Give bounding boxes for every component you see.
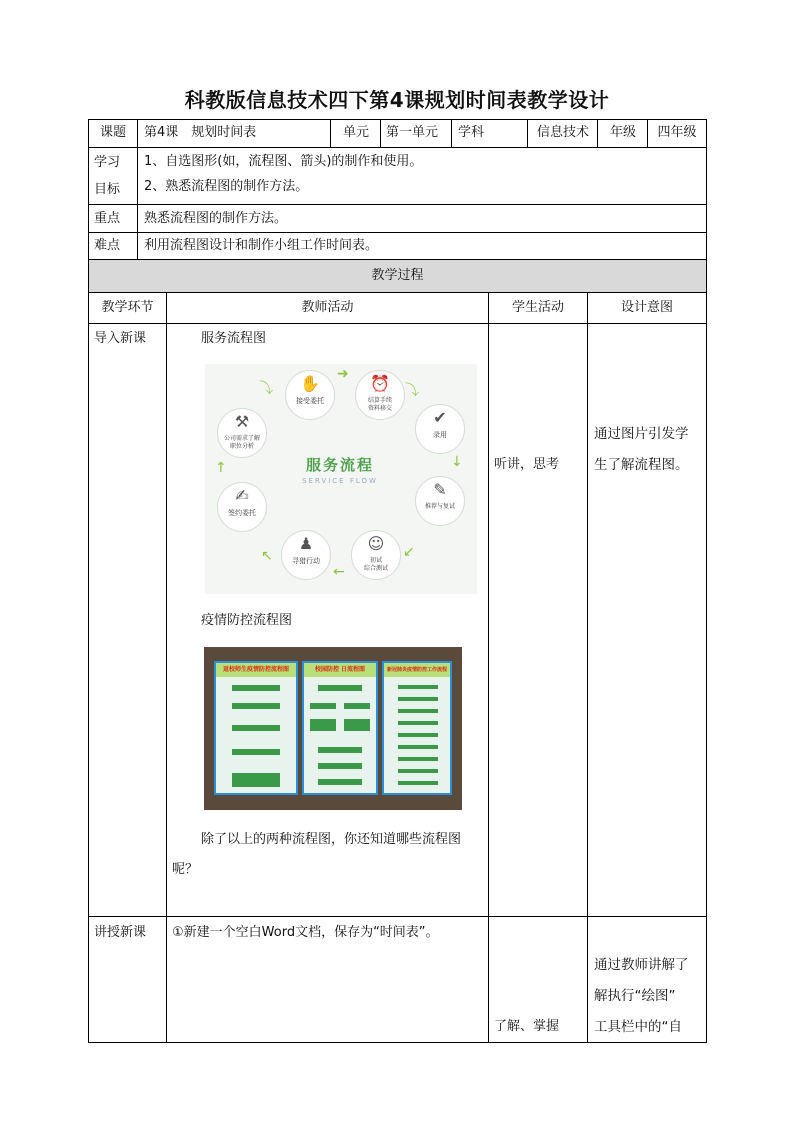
flow-node: ♟ 寻猎行动	[281, 530, 331, 580]
handshake-icon: ✋	[300, 374, 320, 393]
row-divider	[88, 916, 707, 917]
service-flow-image	[205, 364, 477, 594]
label-course: 课题	[99, 125, 126, 140]
col-divider	[166, 292, 167, 1043]
board-panel: 新冠肺炎疫情防控工作流程	[382, 661, 452, 795]
person-icon: ☺	[367, 534, 385, 553]
label-subject: 学科	[458, 125, 485, 140]
runner-icon: ♟	[298, 534, 314, 553]
column-header: 学生活动	[511, 300, 564, 315]
row-divider	[88, 292, 707, 293]
flow-node: ✔ 录用	[415, 404, 465, 454]
flow-node: ✎ 推荐与复试	[415, 476, 465, 526]
table-border-right	[706, 119, 707, 1043]
caption-epidemic-flow: 疫情防控流程图	[201, 613, 293, 628]
arrow-icon: ←	[333, 564, 345, 580]
flow-node: ✋ 接受委托	[285, 370, 335, 420]
label-goals-2: 目标	[94, 182, 121, 197]
document-title: 科教版信息技术四下第4课规划时间表教学设计	[184, 88, 610, 112]
intent-intro-line: 生了解流程图。	[594, 457, 689, 473]
arrow-icon: ⤵	[259, 381, 273, 397]
arrow-icon: ↑	[215, 460, 227, 476]
goal-item: 2、熟悉流程图的制作方法。	[144, 179, 309, 194]
label-unit: 单元	[342, 125, 369, 140]
service-flow-subtitle: SERVICE FLOW	[302, 477, 378, 485]
row-divider	[88, 147, 707, 148]
col-divider	[587, 292, 588, 1043]
label-difficulty: 难点	[94, 238, 121, 253]
document-icon: ✎	[433, 480, 447, 499]
clock-icon: ⏰	[370, 374, 390, 393]
row-divider	[88, 232, 707, 233]
grade-value: 四年级	[657, 125, 697, 140]
student-activity-lecture: 了解、掌握	[494, 1019, 560, 1034]
sign-icon: ✍	[235, 486, 249, 505]
table-border-top	[88, 119, 707, 120]
row-divider	[88, 204, 707, 205]
label-key-point: 重点	[94, 211, 121, 226]
caption-service-flow: 服务流程图	[201, 331, 267, 346]
flow-node: ⚒ 公司需求了解 职位分析	[217, 408, 267, 458]
key-point-text: 熟悉流程图的制作方法。	[144, 211, 288, 226]
arrow-icon: ↙	[403, 544, 415, 560]
stage-intro: 导入新课	[94, 331, 147, 346]
column-header: 教学环节	[101, 300, 154, 315]
flow-node: ⏰ 结算手续 资料移交	[355, 370, 405, 420]
arrow-icon: ➜	[337, 366, 349, 382]
process-header: 教学过程	[371, 268, 424, 283]
col-divider	[488, 292, 489, 1043]
column-header: 设计意图	[620, 300, 673, 315]
tools-icon: ⚒	[234, 412, 250, 431]
column-header: 教师活动	[301, 300, 354, 315]
intent-lecture-line: 工具栏中的“自	[594, 1019, 682, 1035]
difficulty-text: 利用流程图设计和制作小组工作时间表。	[144, 238, 379, 253]
flow-node: ☺ 初试 综合测试	[351, 530, 401, 580]
intent-lecture-line: 解执行“绘图”	[594, 988, 676, 1004]
table-border-bottom	[88, 1042, 707, 1043]
intent-lecture-line: 通过教师讲解了	[594, 957, 689, 973]
intent-intro-line: 通过图片引发学	[594, 426, 689, 442]
stage-lecture: 讲授新课	[94, 925, 147, 940]
row-divider	[88, 323, 707, 324]
subject-value: 信息技术	[536, 125, 589, 140]
student-activity-intro: 听讲，思考	[494, 457, 560, 472]
epidemic-board-photo	[204, 647, 462, 810]
label-goals-1: 学习	[94, 155, 121, 170]
unit-value: 第一单元	[386, 125, 439, 140]
goal-item: 1、自选图形(如，流程图、箭头)的制作和使用。	[144, 154, 423, 169]
arrow-icon: ⤵	[405, 383, 419, 399]
intro-question-cont: 呢？	[172, 862, 199, 877]
service-flow-title: 服务流程	[305, 456, 374, 474]
arrow-icon: ↓	[451, 454, 463, 470]
board-panel: 校园防控 日流程图	[302, 661, 378, 795]
flow-node: ✍ 签约委托	[217, 482, 267, 532]
board-panel: 返校师生疫情防控流程图	[214, 661, 298, 795]
person-check-icon: ✔	[433, 408, 447, 427]
lecture-step-1: ①新建一个空白Word文档，保存为“时间表”。	[172, 925, 439, 940]
label-grade: 年级	[609, 125, 636, 140]
intro-question: 除了以上的两种流程图，你还知道哪些流程图	[201, 832, 462, 847]
course-value: 第4课 规划时间表	[144, 125, 257, 140]
table-border-left	[88, 119, 89, 1043]
col-divider	[451, 119, 452, 148]
arrow-icon: ↖	[261, 548, 273, 564]
